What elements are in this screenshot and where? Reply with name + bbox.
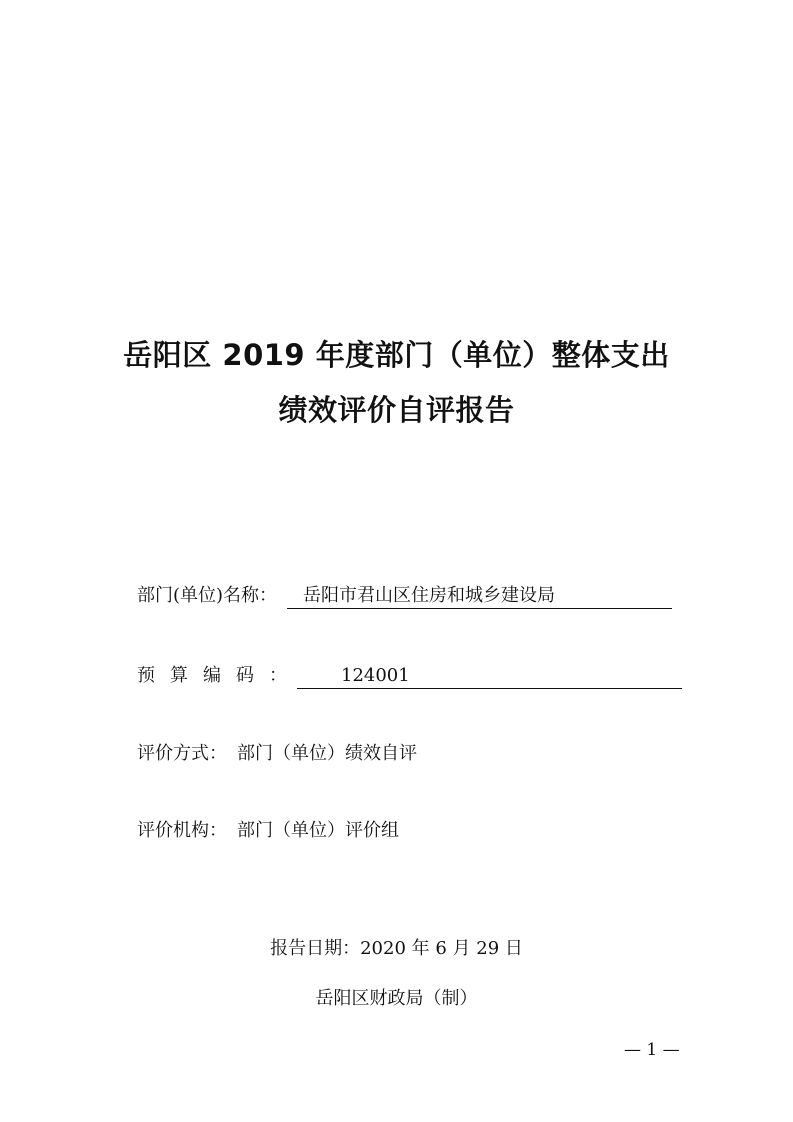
budget-code-value: 124001 bbox=[297, 664, 682, 689]
dept-name-row bbox=[137, 583, 672, 609]
evaluation-method-colon: ： bbox=[209, 743, 227, 764]
budget-code-colon: ： bbox=[269, 665, 287, 686]
evaluation-method-row bbox=[137, 741, 417, 767]
dept-name-label: 部门(单位)名称 bbox=[137, 585, 260, 606]
evaluation-org-row bbox=[137, 818, 399, 844]
report-title-line-1: 岳阳区 2019 年度部门（单位）整体支出 bbox=[123, 338, 670, 372]
page-number: — 1 — bbox=[624, 1040, 680, 1060]
evaluation-org-colon: ： bbox=[209, 820, 227, 841]
evaluation-org-label: 评价机构 bbox=[137, 820, 209, 841]
evaluation-org-value: 部门（单位）评价组 bbox=[237, 820, 399, 841]
budget-code-label: 预算编码 bbox=[137, 665, 269, 686]
evaluation-method-label: 评价方式 bbox=[137, 743, 209, 764]
report-title-line-2: 绩效评价自评报告 bbox=[278, 393, 515, 427]
evaluation-method-value: 部门（单位）绩效自评 bbox=[237, 743, 417, 764]
issuer-line: 岳阳区财政局（制） bbox=[315, 988, 478, 1009]
dept-name-colon: ： bbox=[259, 585, 278, 606]
report-date: 报告日期：2020 年 6 月 29 日 bbox=[270, 938, 523, 959]
dept-name-value: 岳阳市君山区住房和城乡建设局 bbox=[287, 584, 672, 609]
budget-code-row bbox=[137, 663, 682, 689]
